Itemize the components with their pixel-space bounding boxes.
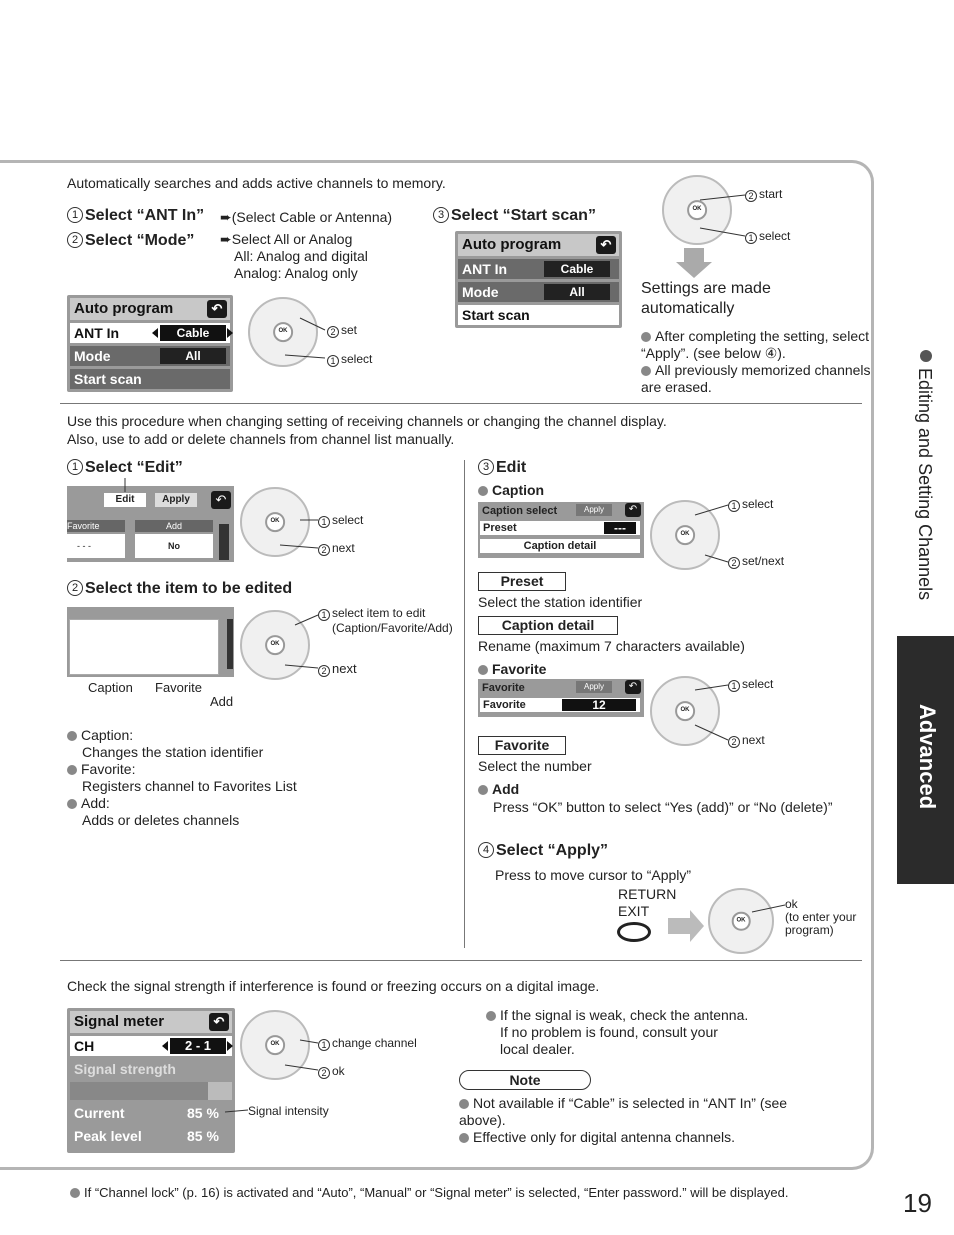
return-icon[interactable]: ↶ [596,236,616,254]
ok-button[interactable]: OK [273,322,293,342]
edit-intro-1: Use this procedure when changing setting of receiving channels or changing the channel display. [67,413,667,429]
pad-next-label: 2 next [728,733,765,748]
ok-button[interactable]: OK [265,512,285,532]
ok-enter-label: ok (to enter your program) [785,897,857,937]
current-value: 85 % [187,1105,219,1121]
pad-select-label: 1 select [728,497,773,512]
step4-desc: Press to move cursor to “Apply” [495,867,692,883]
weak-signal-note: If the signal is weak, check the antenna. If no problem is found, consult your local dealer. [486,1007,748,1058]
signal-notes [459,1095,809,1146]
side-tab [897,636,954,884]
pad-select-label: 1 select [318,513,363,528]
menu-row-ant[interactable]: ANT In Cable [70,323,230,343]
caption-detail-desc: Rename (maximum 7 characters available) [478,638,745,654]
favorite-box: Favorite [478,736,566,755]
cell-add: No [135,534,213,558]
remote-pad[interactable] [662,175,732,245]
lbl-add: Add [210,694,234,709]
remote-pad[interactable] [240,1010,310,1080]
pad-ok-label: 2 ok [318,1064,345,1079]
auto-step1: 1 Select “ANT In” [67,206,204,226]
footer-note: If “Channel lock” (p. 16) is activated and “Auto”, “Manual” or “Signal meter” is selected, “Enter password.” will be displayed. [70,1185,788,1201]
return-icon[interactable]: ↶ [625,680,641,694]
return-exit-label: RETURN EXIT [618,886,677,919]
item-desc: Adds or deletes channels [82,812,240,828]
pad-start-label: 2 start [745,187,782,202]
pad-change-label: 1 change channel [318,1036,417,1051]
favorite-row[interactable]: Favorite 12 [480,698,640,712]
channel-table-mini [67,607,234,677]
menu-row-ant[interactable]: ANT In Cable [458,259,619,279]
add-desc: Press “OK” button to select “Yes (add)” or “No (delete)” [493,799,833,815]
auto-program-menu-2 [455,231,622,328]
pad-set-label: 2 set [327,323,357,338]
edit-intro-2: Also, use to add or delete channels from channel list manually. [67,431,455,447]
menu-title: Signal meter ↶ [70,1011,232,1033]
item-desc: Registers channel to Favorites List [82,778,297,794]
remote-pad[interactable] [650,676,720,746]
bullet-icon [920,350,932,362]
edit-step1: 1 Select “Edit” [67,458,183,478]
caption-head: Caption [478,482,544,498]
menu-row-scan[interactable]: Start scan [70,369,230,389]
remote-pad[interactable] [708,888,774,954]
divider [60,960,862,961]
add-head: Add [478,781,519,797]
favorite-head: Favorite [478,661,546,677]
return-icon[interactable]: ↶ [207,300,227,318]
arrow-right-icon: ➨ [220,209,232,225]
return-icon[interactable]: ↶ [625,503,641,517]
divider [60,403,862,404]
auto-notes [641,328,871,396]
pad-select-item-label: 1 select item to edit (Caption/Favorite/Add) [318,606,453,635]
auto-step2-note: ➨Select All or Analog All: Analog and digital Analog: Analog only [220,231,368,281]
pad-select-label: 1 select [728,677,773,692]
col-add: Add [135,520,213,532]
note-title: Note [459,1070,591,1090]
return-icon[interactable]: ↶ [209,1013,229,1031]
ok-button[interactable]: OK [675,701,695,721]
item-title: Add: [67,795,297,812]
edit-step4: 4 Select “Apply” [478,841,608,861]
cell-favorite: - - - [67,534,125,558]
auto-program-menu-1 [67,295,233,392]
ok-button[interactable]: OK [687,200,707,220]
favorite-menu-title: Favorite [482,682,525,694]
apply-button[interactable]: Apply [576,681,612,693]
pad-next-label: 2 next [318,541,355,556]
col-favorite: Favorite [67,520,125,532]
preset-box: Preset [478,572,566,591]
apply-button[interactable]: Apply [576,504,612,516]
ok-button[interactable]: OK [265,635,285,655]
note-item: After completing the setting, select “Apply”. (see below ④). [641,328,869,361]
menu-row-scan[interactable]: Start scan [458,305,619,325]
pad-select-label: 1 select [745,229,790,244]
signal-meter-menu [67,1008,235,1153]
pad-setnext-label: 2 set/next [728,554,784,569]
scrollbar[interactable] [227,619,233,669]
edit-items [67,727,297,829]
lbl-favorite: Favorite [155,680,202,695]
table-body [69,619,219,675]
edit-step3: 3 Edit [478,458,526,478]
signal-intro: Check the signal strength if interference is found or freezing occurs on a digital image. [67,978,600,994]
menu-row-strength: Signal strength [74,1061,176,1077]
favorite-desc: Select the number [478,758,592,774]
auto-step3: 3 Select “Start scan” [433,206,596,226]
item-title: Caption: [67,727,297,744]
return-icon[interactable]: ↶ [211,491,231,509]
caption-detail-box: Caption detail [478,616,618,635]
menu-title: Auto program ↶ [458,234,619,256]
side-heading [914,350,935,600]
edit-step2: 2 Select the item to be edited [67,579,292,599]
menu-title: Auto program ↶ [70,298,230,320]
item-desc: Changes the station identifier [82,744,264,760]
menu-row-mode[interactable]: Mode All [70,346,230,366]
caption-menu [478,502,644,558]
auto-step2: 2 Select “Mode” [67,231,194,251]
side-heading-text: Editing and Setting Channels [915,368,935,601]
item-title: Favorite: [67,761,297,778]
ok-button[interactable]: OK [732,912,751,931]
signal-bar-track [70,1082,232,1100]
preset-desc: Select the station identifier [478,594,643,610]
peak-value: 85 % [187,1128,219,1144]
page-number: 19 [903,1188,932,1218]
return-button-icon[interactable] [617,922,651,942]
ok-button[interactable]: OK [675,525,695,545]
pad-select-label: 1 select [327,352,372,367]
menu-row-mode[interactable]: Mode All [458,282,619,302]
edit-menu [67,486,234,562]
divider-vertical [464,460,465,948]
tab-edit[interactable]: Edit [104,493,146,507]
auto-step1-note: ➨(Select Cable or Antenna) [220,209,393,225]
lbl-caption: Caption [88,680,133,695]
menu-row-ch[interactable]: CH 2 - 1 [70,1036,232,1056]
favorite-menu [478,679,644,717]
caption-row-preset[interactable]: Preset --- [480,521,640,535]
arrow-right-icon: ➨ [220,231,232,247]
pad-next-label: 2 next [318,661,357,677]
note-item: Effective only for digital antenna channels. [459,1129,809,1146]
peak-label: Peak level [74,1128,142,1144]
note-item: All previously memorized channels are erased. [641,362,871,395]
tab-apply[interactable]: Apply [155,493,197,507]
ok-button[interactable]: OK [265,1035,285,1055]
current-label: Current [74,1105,125,1121]
signal-bar-fill [70,1082,208,1100]
auto-result: Settings are made automatically [641,280,771,317]
signal-intensity-label: Signal intensity [248,1104,329,1118]
scrollbar[interactable] [219,524,229,560]
note-item: Not available if “Cable” is selected in “ANT In” (see above). [459,1095,809,1129]
auto-intro: Automatically searches and adds active channels to memory. [67,175,446,191]
caption-menu-title: Caption select [482,505,558,517]
caption-detail-row[interactable]: Caption detail [480,539,640,553]
side-tab-label: Advanced [915,704,940,810]
remote-pad[interactable] [240,610,310,680]
